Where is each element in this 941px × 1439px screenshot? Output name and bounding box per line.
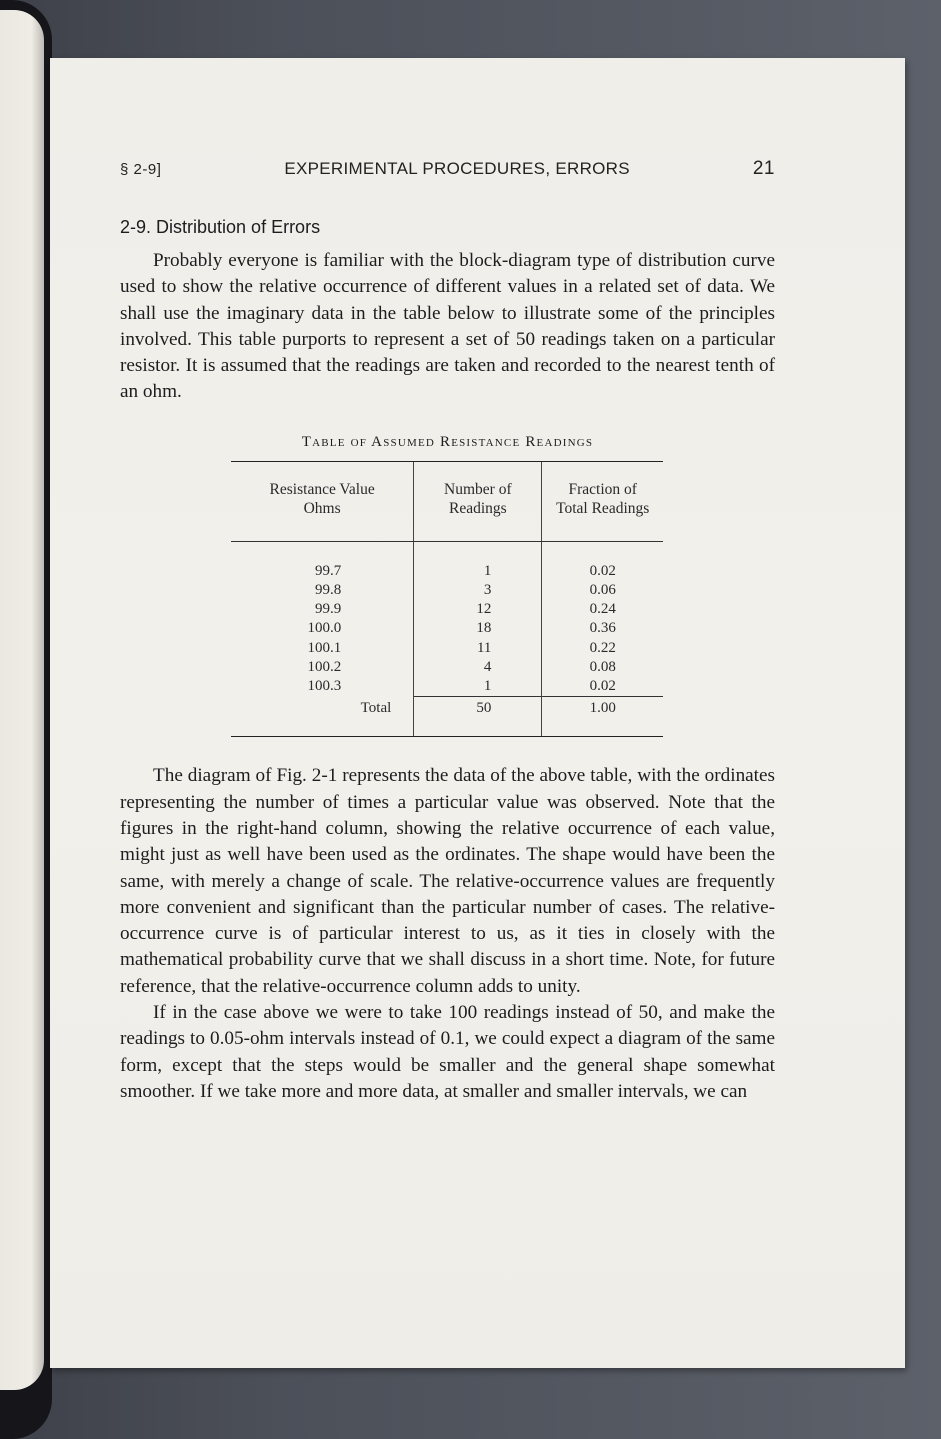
total-readings: 50 — [414, 697, 542, 737]
cell-readings: 12 — [414, 600, 542, 619]
chapter-title: EXPERIMENTAL PROCEDURES, ERRORS — [284, 159, 630, 178]
cell-readings: 4 — [414, 658, 542, 677]
cell-resistance: 100.2 — [231, 658, 414, 677]
table-caption: Table of Assumed Resistance Readings — [301, 433, 594, 450]
table-row — [231, 658, 663, 677]
cell-resistance: 100.1 — [231, 639, 414, 658]
table-row — [231, 639, 663, 658]
total-fraction: 1.00 — [542, 697, 663, 737]
cell-readings: 18 — [414, 619, 542, 638]
table-header-row — [231, 462, 663, 542]
cell-fraction: 0.24 — [589, 601, 616, 618]
paragraph-intro: Probably everyone is familiar with the block-diagram type of distribution curve used to show the relative occurrence of different values in a related set of data. We shall use the imaginary data in the table below to illustrate some of the principles involved. This table purports to represent a set of 50 readings taken on a particular resistor. It is assumed that the readings are taken and recorded to the nearest tenth of an ohm. — [120, 250, 775, 403]
paragraph-diagram: The diagram of Fig. 2-1 represents the data of the above table, with the ordinates representing the number of times a particular value was observed. Note that the figures in the right-hand column, showing the relative occurrence of each value, might just as well have been used as the ordinates. The shape would have been the same, with merely a change of scale. The relative-occurrence values are frequently more convenient and significant than the particular number of cases. The relative-occurrence curve is of particular interest to us, as it ties in closely with the mathematical probability curve that we shall discuss in a short time. Note, for future reference, that the relative-occurrence column adds to unity. — [120, 765, 775, 997]
section-heading: 2-9. Distribution of Errors — [120, 217, 321, 237]
cell-readings: 3 — [414, 581, 542, 600]
cell-resistance: 100.0 — [231, 619, 414, 638]
cell-resistance: 100.3 — [231, 677, 414, 697]
table-row — [231, 581, 663, 600]
cell-fraction: 0.08 — [589, 658, 616, 675]
cell-resistance: 99.7 — [231, 541, 414, 581]
table-row — [231, 600, 663, 619]
cell-readings: 1 — [414, 677, 542, 697]
running-header — [120, 158, 775, 188]
total-label: Total — [231, 697, 414, 737]
readings-table — [231, 462, 663, 737]
table-total-row — [231, 697, 663, 737]
cell-readings: 11 — [414, 639, 542, 658]
cell-resistance: 99.9 — [231, 600, 414, 619]
previous-page-edge — [0, 10, 44, 1390]
header-fraction — [542, 462, 663, 542]
header-fraction-line1: Fraction of — [568, 480, 637, 498]
cell-fraction: 0.36 — [589, 620, 616, 637]
page-number: 21 — [752, 158, 775, 179]
table-row — [231, 541, 663, 581]
cell-fraction: 0.02 — [589, 678, 616, 694]
paragraph-more-readings: If in the case above we were to take 100 readings instead of 50, and make the readings to 0.05-ohm intervals instead of 0.1, we could expect a diagram of the same form, except that the steps would be smaller and the general shape somewhat smoother. If we take more and more data, at smaller and smaller intervals, we can — [120, 1002, 775, 1102]
cell-resistance: 99.8 — [231, 581, 414, 600]
table-row — [231, 677, 663, 697]
table-row — [231, 619, 663, 638]
cell-fraction: 0.02 — [589, 562, 616, 579]
header-readings — [414, 462, 542, 542]
page-content — [120, 158, 775, 1105]
book-page — [50, 58, 905, 1368]
header-resistance — [231, 462, 414, 542]
cell-fraction: 0.06 — [589, 581, 616, 598]
resistance-table — [231, 461, 663, 738]
header-readings-line1: Number of — [444, 480, 512, 498]
section-reference: § 2-9] — [120, 161, 162, 178]
cell-fraction: 0.22 — [589, 639, 616, 656]
header-readings-line2: Readings — [448, 499, 507, 517]
header-resistance-line2: Ohms — [303, 499, 341, 517]
header-fraction-line2: Total Readings — [556, 499, 650, 517]
header-resistance-line1: Resistance Value — [269, 480, 375, 498]
cell-readings: 1 — [414, 541, 542, 581]
